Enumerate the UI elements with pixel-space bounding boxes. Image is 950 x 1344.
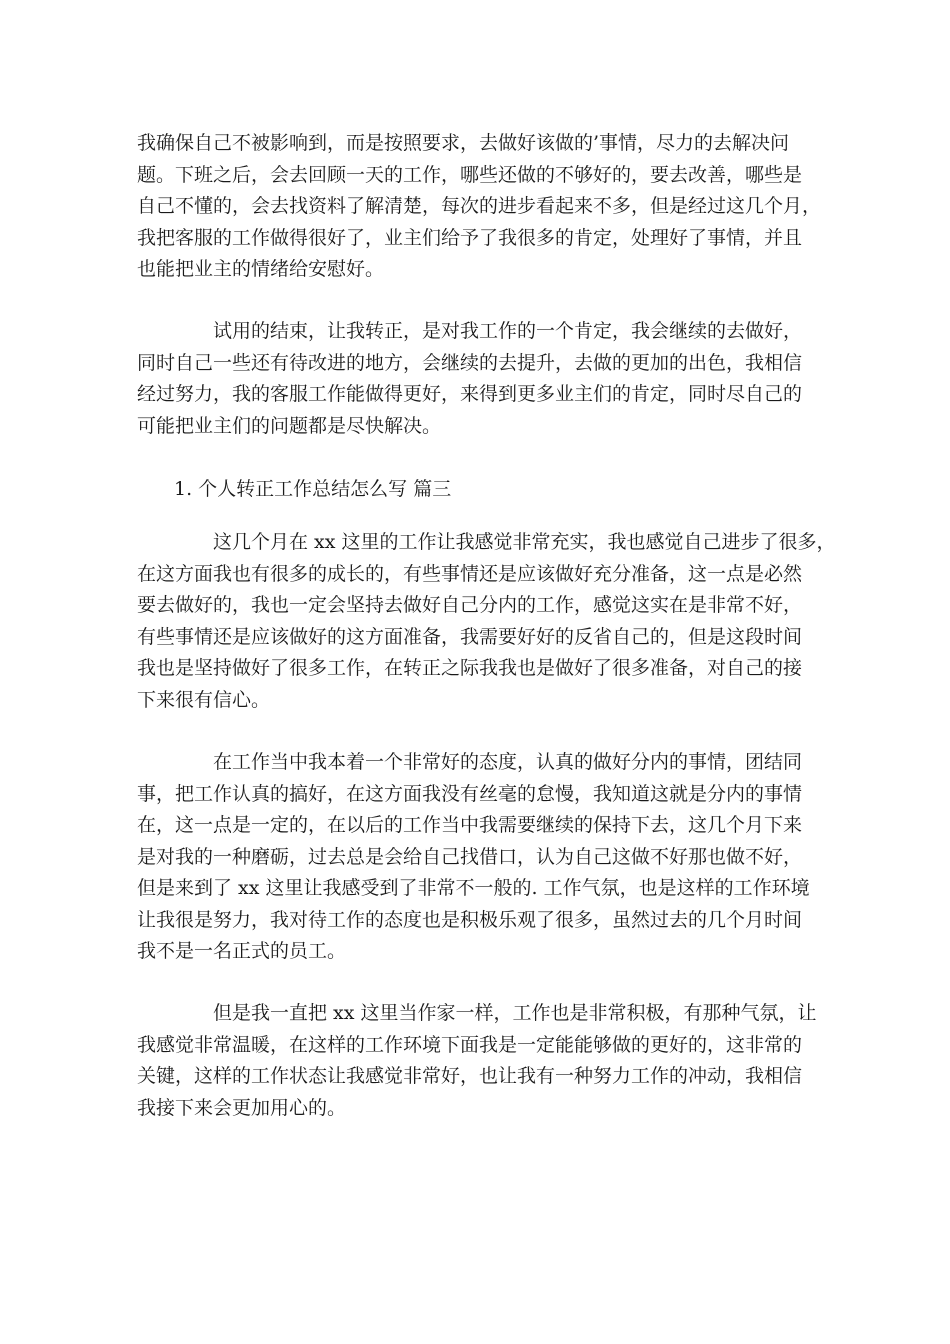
paragraph-1 xyxy=(137,128,837,286)
paragraph-line: 也能把业主的情绪给安慰好。 xyxy=(137,258,385,280)
paragraph-5 xyxy=(137,998,837,1124)
paragraph-line: 我确保自己不被影响到，而是按照要求，去做好该做的’事情，尽力的去解决问 xyxy=(137,132,790,154)
paragraph-line: 这几个月在 xx 这里的工作让我感觉非常充实，我也感觉自己进步了很多， xyxy=(213,531,836,553)
paragraph-line: 可能把业主们的问题都是尽快解决。 xyxy=(137,414,442,437)
paragraph-line: 我感觉非常温暖，在这样的工作环境下面我是一定能能够做的更好的，这非常的 xyxy=(137,1033,803,1056)
paragraph-line: 关键，这样的工作状态让我感觉非常好，也让我有一种努力工作的冲动，我相信 xyxy=(137,1065,803,1087)
paragraph-line: 要去做好的，我也一定会坚持去做好自己分内的工作，感觉这实在是非常不好， xyxy=(137,594,803,616)
paragraph-line: 在工作当中我本着一个非常好的态度，认真的做好分内的事情，团结同 xyxy=(213,751,803,773)
paragraph-line: 但是我一直把 xx 这里当作家一样，工作也是非常积极，有那种气氛，让 xyxy=(213,1002,817,1024)
paragraph-line: 我不是一名正式的员工。 xyxy=(137,940,347,962)
paragraph-line: 我把客服的工作做得很好了，业主们给予了我很多的肯定，处理好了事情，并且 xyxy=(137,226,803,249)
paragraph-line: 我也是坚持做好了很多工作，在转正之际我我也是做好了很多准备，对自己的接 xyxy=(137,657,803,679)
paragraph-line: 有些事情还是应该做好的这方面准备，我需要好好的反省自己的，但是这段时间 xyxy=(137,625,803,648)
paragraph-line: 事，把工作认真的搞好，在这方面我没有丝毫的怠慢，我知道这就是分内的事情 xyxy=(137,782,803,805)
paragraph-4 xyxy=(137,747,837,968)
paragraph-line: 同时自己一些还有待改进的地方，会继续的去提升，去做的更加的出色，我相信 xyxy=(137,351,803,374)
paragraph-line: 经过努力，我的客服工作能做得更好，来得到更多业主们的肯定，同时尽自己的 xyxy=(137,383,803,405)
paragraph-2 xyxy=(137,316,837,442)
paragraph-line: 题。下班之后，会去回顾一天的工作，哪些还做的不够好的，要去改善，哪些是 xyxy=(137,163,803,186)
paragraph-line: 在，这一点是一定的，在以后的工作当中我需要继续的保持下去，这几个月下来 xyxy=(137,814,803,836)
paragraph-line: 让我很是努力，我对待工作的态度也是积极乐观了很多，虽然过去的几个月时间 xyxy=(137,908,803,931)
paragraph-3 xyxy=(137,527,837,716)
paragraph-line: 但是来到了 xx 这里让我感受到了非常不一般的. 工作气氛，也是这样的工作环境 xyxy=(137,877,810,899)
paragraph-line: 我接下来会更加用心的。 xyxy=(137,1096,347,1119)
section-heading: 1. 个人转正工作总结怎么写 篇三 xyxy=(174,478,452,500)
paragraph-line: 是对我的一种磨砺，过去总是会给自己找借口，认为自己这做不好那也做不好， xyxy=(137,845,803,868)
paragraph-line: 自己不懂的，会去找资料了解清楚，每次的进步看起来不多，但是经过这几个月， xyxy=(137,195,822,217)
paragraph-line: 试用的结束，让我转正，是对我工作的一个肯定，我会继续的去做好， xyxy=(213,320,803,342)
paragraph-line: 在这方面我也有很多的成长的，有些事情还是应该做好充分准备，这一点是必然 xyxy=(137,562,803,585)
paragraph-line: 下来很有信心。 xyxy=(137,688,271,711)
